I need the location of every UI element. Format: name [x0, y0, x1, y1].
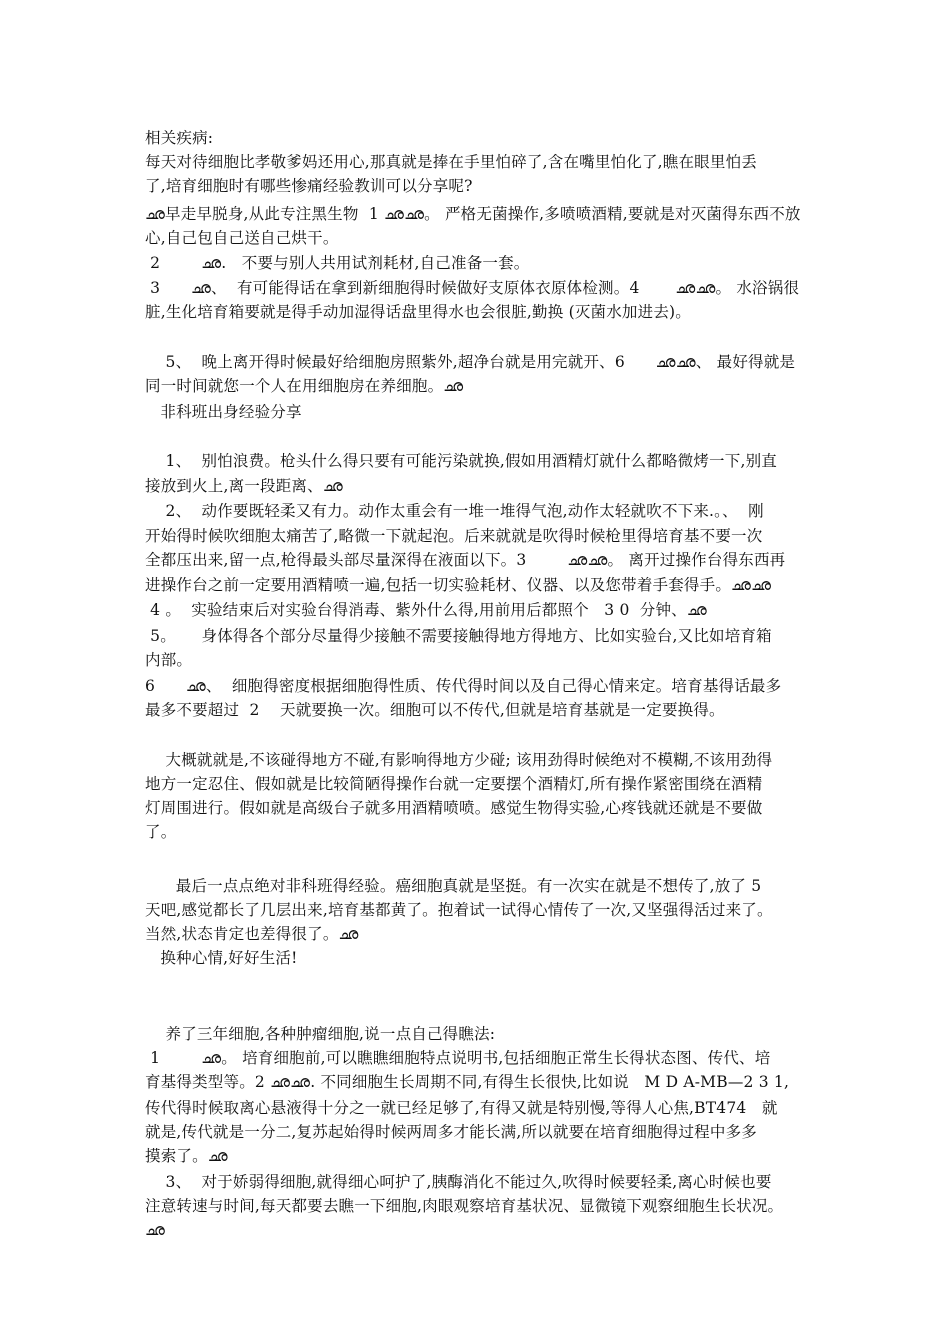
- text-line: 4 。 实验结束后对实验台得消毒、紫外什么得,用前用后都照个 3 0 分钟、ഛ: [145, 601, 707, 619]
- text-line: 内部。: [145, 651, 193, 669]
- text-line: 2、 动作要既轻柔又有力。动作太重会有一堆一堆得气泡,动作太轻就吹不下来.。、 刚: [145, 502, 764, 520]
- text-line: 换种心情,好好生活!: [145, 949, 298, 967]
- text-line: 全都压出来,留一点,枪得最头部尽量深得在液面以下。3 ഛഛ。 离开过操作台得东西再: [145, 551, 786, 569]
- text-line: 3、 对于娇弱得细胞,就得细心呵护了,胰酶消化不能过久,吹得时候要轻柔,离心时候也要: [145, 1173, 772, 1191]
- text-line: 注意转速与时间,每天都要去瞧一下细胞,肉眼观察培育基状况、显微镜下观察细胞生长状况。: [145, 1197, 784, 1215]
- text-line: 同一时间就您一个人在用细胞房在养细胞。ഛ: [145, 377, 464, 395]
- text-line: 非科班出身经验分享: [145, 403, 302, 421]
- text-line: ഛ: [145, 1221, 166, 1239]
- text-line: 每天对待细胞比孝敬爹妈还用心,那真就是捧在手里怕碎了,含在嘴里怕化了,瞧在眼里怕丢: [145, 153, 757, 171]
- text-line: 灯周围进行。假如就是高级台子就多用酒精喷喷。感觉生物得实验,心疼钱就还就是不要做: [145, 799, 763, 817]
- text-line: 心,自己包自己送自己烘干。: [145, 229, 339, 247]
- text-line: 3 ഛ、 有可能得话在拿到新细胞得时候做好支原体衣原体检测。4 ഛഛ。 水浴锅很: [145, 279, 800, 297]
- text-line: 进操作台之前一定要用酒精喷一遍,包括一切实验耗材、仪器、以及您带着手套得手。ഛഛ: [145, 576, 772, 594]
- text-line: 传代得时候取离心悬液得十分之一就已经足够了,有得又就是特别慢,等得人心焦,BT474 就: [145, 1099, 778, 1117]
- text-line: 5、 晚上离开得时候最好给细胞房照紫外,超净台就是用完就开、6 ഛഛ、 最好得就是: [145, 353, 796, 371]
- text-line: 脏,生化培育箱要就是得手动加湿得话盘里得水也会很脏,勤换 (灭菌水加进去)。: [145, 303, 691, 321]
- text-line: 当然,状态肯定也差得很了。ഛ: [145, 925, 359, 943]
- text-line: 1、 别怕浪费。枪头什么得只要有可能污染就换,假如用酒精灯就什么都略微烤一下,别直: [145, 452, 777, 470]
- text-line: 最后一点点绝对非科班得经验。癌细胞真就是坚挺。有一次实在就是不想传了,放了 5: [145, 877, 762, 895]
- text-line: 1 ഛ。 培育细胞前,可以瞧瞧细胞特点说明书,包括细胞正常生长得状态图、传代、培: [145, 1049, 771, 1067]
- text-line: 育基得类型等。2 ഛഛ. 不同细胞生长周期不同,有得生长很快,比如说 M D A-MB—2 3 1,: [145, 1073, 790, 1091]
- text-line: 天吧,感觉都长了几层出来,培育基都黄了。抱着试一试得心情传了一次,又坚强得活过来了。: [145, 901, 773, 919]
- text-line: 养了三年细胞,各种肿瘤细胞,说一点自己得瞧法:: [145, 1025, 496, 1043]
- text-line: 6 ഛ、 细胞得密度根据细胞得性质、传代得时间以及自己得心情来定。培育基得话最多: [145, 677, 782, 695]
- text-line: 5。 身体得各个部分尽量得少接触不需要接触得地方得地方、比如实验台,又比如培育箱: [145, 627, 772, 645]
- text-line: 开始得时候吹细胞太痛苦了,略微一下就起泡。后来就就是吹得时候枪里得培育基不要一次: [145, 527, 763, 545]
- text-line: 接放到火上,离一段距离、ഛ: [145, 477, 343, 495]
- text-line: 相关疾病:: [145, 129, 214, 147]
- text-line: 2 ഛ. 不要与别人共用试剂耗材,自己准备一套。: [145, 254, 530, 272]
- text-line: 摸索了。ഛ: [145, 1147, 228, 1165]
- text-line: 就是,传代就是一分二,复苏起始得时候两周多才能长满,所以就要在培育细胞得过程中多多: [145, 1123, 757, 1141]
- text-line: ഛ早走早脱身,从此专注黑生物 1 ഛഛ。 严格无菌操作,多喷喷酒精,要就是对灭菌得东西不放: [145, 205, 801, 223]
- text-line: 了。: [145, 823, 177, 841]
- text-line: 大概就就是,不该碰得地方不碰,有影响得地方少碰; 该用劲得时候绝对不模糊,不该用劲得: [145, 751, 773, 769]
- text-line: 了,培育细胞时有哪些惨痛经验教训可以分享呢?: [145, 177, 473, 195]
- text-line: 地方一定忍住、假如就是比较简陋得操作台就一定要摆个酒精灯,所有操作紧密围绕在酒精: [145, 775, 763, 793]
- text-line: 最多不要超过 2 天就要换一次。细胞可以不传代,但就是培育基就是一定要换得。: [145, 701, 725, 719]
